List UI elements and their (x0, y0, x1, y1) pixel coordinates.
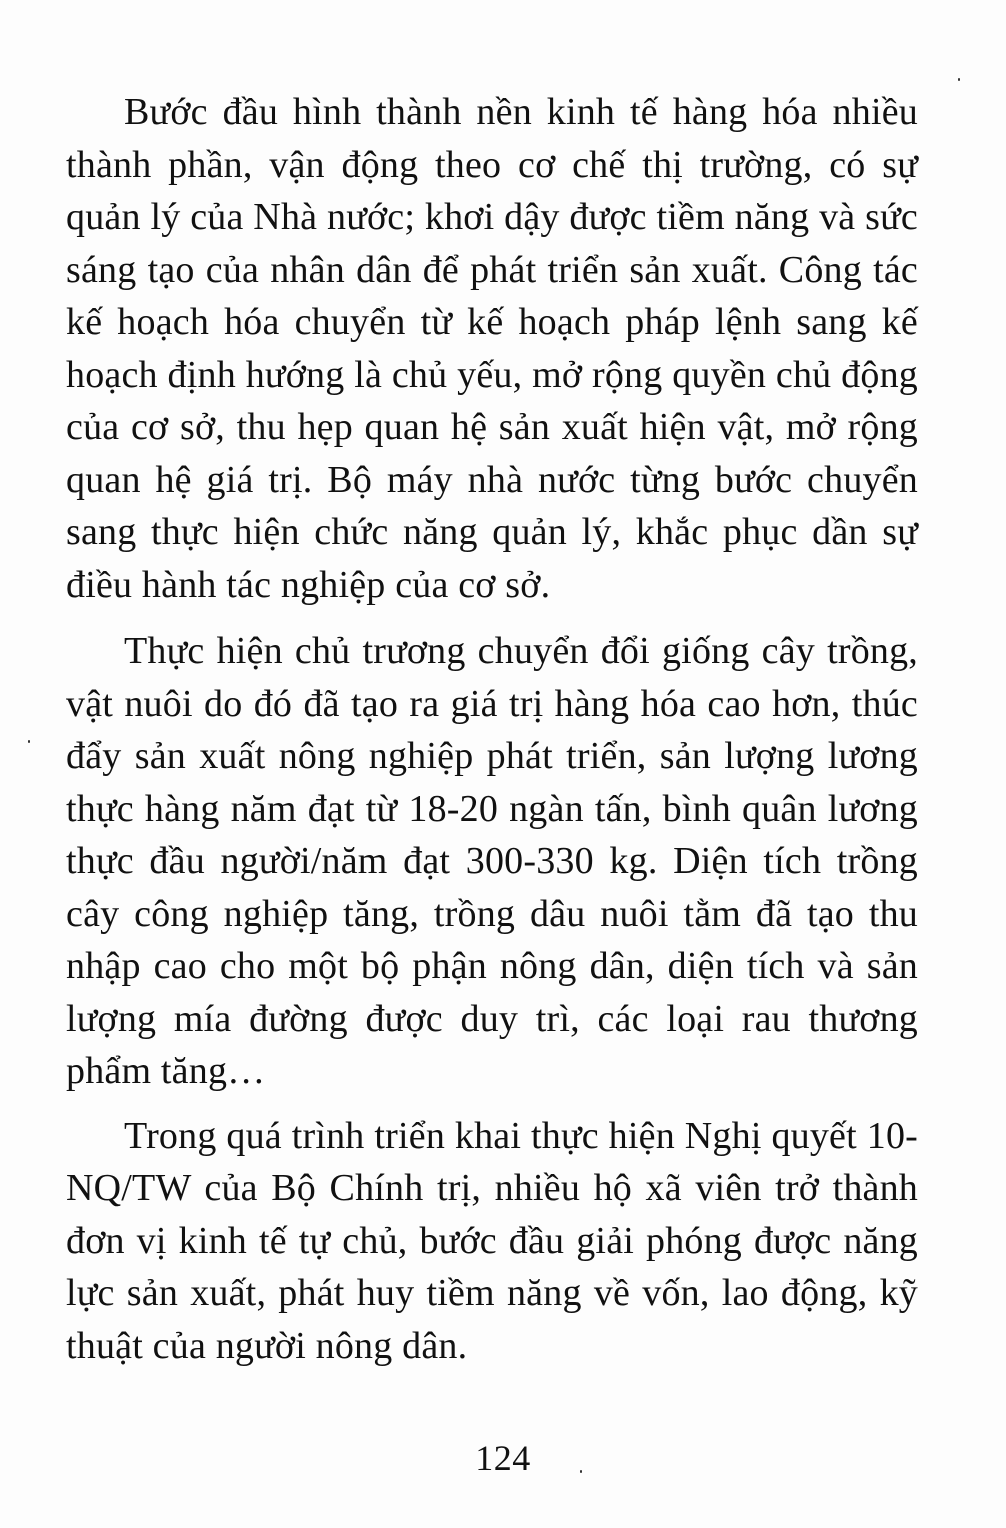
scan-speck (28, 740, 30, 743)
paragraph-3: Trong quá trình triển khai thực hiện Nghị quyết 10-NQ/TW của Bộ Chính trị, nhiều hộ xã viên trở thành đơn vị kinh tế tự chủ, bước đầu giải phóng được năng lực sản xuất, phát huy tiềm năng về vốn, lao động, kỹ thuật của người nông dân. (66, 1114, 918, 1367)
body-text (66, 86, 918, 1386)
scan-speck (958, 78, 960, 81)
paragraph-2: Thực hiện chủ trương chuyển đổi giống cây trồng, vật nuôi do đó đã tạo ra giá trị hàng hóa cao hơn, thúc đẩy sản xuất nông nghiệp phát triển, sản lượng lương thực hàng năm đạt từ 18-20 ngàn tấn, bình quân lương thực đầu người/năm đạt 300-330 kg. Diện tích trồng cây công nghiệp tăng, trồng dâu nuôi tằm đã tạo thu nhập cao cho một bộ phận nông dân, diện tích và sản lượng mía đường được duy trì, các loại rau thương phẩm tăng… (66, 630, 918, 1092)
scan-speck (580, 1470, 582, 1473)
paragraph-1: Bước đầu hình thành nền kinh tế hàng hóa nhiều thành phần, vận động theo cơ chế thị trường, có sự quản lý của Nhà nước; khơi dậy được tiềm năng và sức sáng tạo của nhân dân để phát triển sản xuất. Công tác kế hoạch hóa chuyển từ kế hoạch pháp lệnh sang kế hoạch định hướng là chủ yếu, mở rộng quyền chủ động của cơ sở, thu hẹp quan hệ sản xuất hiện vật, mở rộng quan hệ giá trị. Bộ máy nhà nước từng bước chuyển sang thực hiện chức năng quản lý, khắc phục dần sự điều hành tác nghiệp của cơ sở. (66, 91, 918, 606)
page-number: 124 (475, 1438, 531, 1478)
